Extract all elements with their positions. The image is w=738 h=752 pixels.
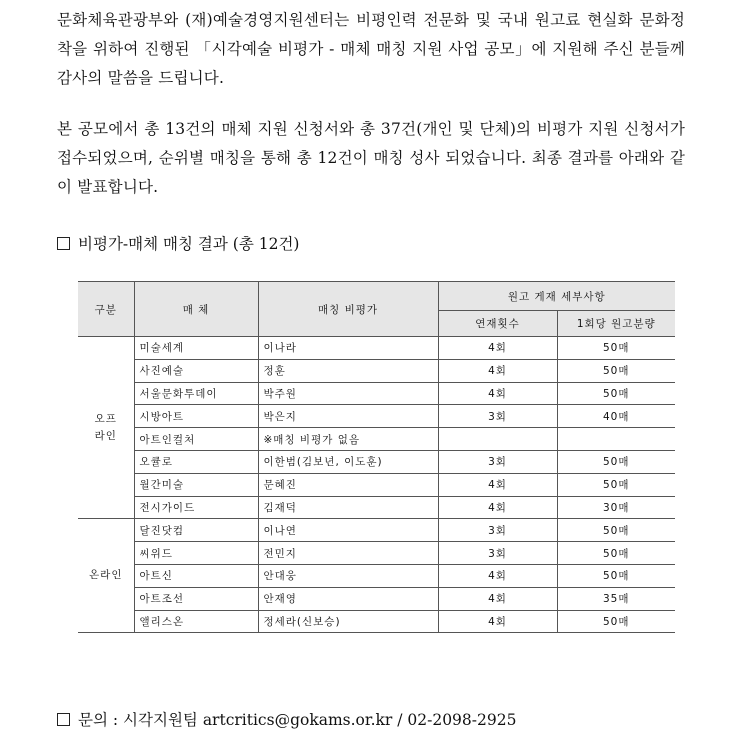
header-count: 연재횟수 (438, 311, 557, 337)
intro-paragraph-1: 문화체육관광부와 (재)예술경영지원센터는 비평인력 전문화 및 국내 원고료 현실화 문화정착을 위하여 진행된 「시각예술 비평가 - 매체 매칭 지원 사업 공모」에 지원해 주신 분들께 감사의 말씀을 드립니다. (57, 11, 685, 87)
header-volume: 1회당 원고분량 (557, 311, 675, 337)
count-cell: 4회 (438, 564, 557, 587)
contact-text: 문의 : 시각지원팀 artcritics@gokams.or.kr / 02-2098-2925 (78, 711, 517, 729)
media-cell: 월간미술 (134, 473, 258, 496)
table-row (78, 473, 675, 496)
critic-cell: 박주원 (258, 382, 438, 405)
header-details: 원고 게재 세부사항 (438, 282, 675, 311)
count-cell: 4회 (438, 337, 557, 360)
count-cell: 4회 (438, 496, 557, 519)
header-critic: 매칭 비평가 (258, 282, 438, 337)
section-title: 비평가-매체 매칭 결과 (총 12건) (78, 235, 300, 253)
count-cell: 3회 (438, 519, 557, 542)
volume-cell: 50매 (557, 610, 675, 633)
table-row (78, 542, 675, 565)
volume-cell: 35매 (557, 587, 675, 610)
count-cell: 4회 (438, 382, 557, 405)
count-cell: 4회 (438, 359, 557, 382)
volume-cell: 50매 (557, 337, 675, 360)
volume-cell: 50매 (557, 359, 675, 382)
count-cell (438, 428, 557, 451)
header-category: 구분 (78, 282, 134, 337)
media-cell: 시방아트 (134, 405, 258, 428)
volume-cell: 50매 (557, 519, 675, 542)
table-row (78, 519, 675, 542)
table-row (78, 359, 675, 382)
media-cell: 씨위드 (134, 542, 258, 565)
category-cell: 온라인 (78, 519, 134, 633)
critic-cell: 안대웅 (258, 564, 438, 587)
media-cell: 사진예술 (134, 359, 258, 382)
critic-cell: 문혜진 (258, 473, 438, 496)
critic-cell: 정훈 (258, 359, 438, 382)
table-row (78, 428, 675, 451)
table-row (78, 382, 675, 405)
count-cell: 4회 (438, 473, 557, 496)
media-cell: 오큘로 (134, 450, 258, 473)
count-cell: 4회 (438, 610, 557, 633)
critic-cell: 박은지 (258, 405, 438, 428)
matching-results-table (78, 281, 675, 633)
critic-cell: 이나라 (258, 337, 438, 360)
critic-cell: 정세라(신보승) (258, 610, 438, 633)
critic-cell: ※매칭 비평가 없음 (258, 428, 438, 451)
media-cell: 서울문화투데이 (134, 382, 258, 405)
media-cell: 아트신 (134, 564, 258, 587)
volume-cell: 30매 (557, 496, 675, 519)
count-cell: 3회 (438, 405, 557, 428)
media-cell: 아트조선 (134, 587, 258, 610)
volume-cell: 50매 (557, 564, 675, 587)
table-header-row (78, 282, 675, 311)
count-cell: 3회 (438, 542, 557, 565)
table-row (78, 496, 675, 519)
volume-cell: 50매 (557, 542, 675, 565)
volume-cell: 40매 (557, 405, 675, 428)
header-media: 매 체 (134, 282, 258, 337)
volume-cell: 50매 (557, 382, 675, 405)
table-row (78, 610, 675, 633)
section-heading (57, 232, 299, 256)
intro-paragraph-2: 본 공모에서 총 13건의 매체 지원 신청서와 총 37건(개인 및 단체)의 비평가 지원 신청서가 접수되었으며, 순위별 매칭을 통해 총 12건이 매칭 성사 되었습니다. 최종 결과를 아래와 같이 발표합니다. (57, 120, 685, 196)
table-row (78, 564, 675, 587)
media-cell: 아트인컬처 (134, 428, 258, 451)
table-row (78, 337, 675, 360)
critic-cell: 김재덕 (258, 496, 438, 519)
media-cell: 미술세계 (134, 337, 258, 360)
table-row (78, 587, 675, 610)
media-cell: 전시가이드 (134, 496, 258, 519)
table-row (78, 405, 675, 428)
volume-cell: 50매 (557, 473, 675, 496)
table-body (78, 337, 675, 633)
category-cell: 오프 라인 (78, 337, 134, 519)
count-cell: 4회 (438, 587, 557, 610)
critic-cell: 전민지 (258, 542, 438, 565)
table-row (78, 450, 675, 473)
volume-cell: 50매 (557, 450, 675, 473)
media-cell: 달진닷컴 (134, 519, 258, 542)
critic-cell: 이나연 (258, 519, 438, 542)
count-cell: 3회 (438, 450, 557, 473)
checkbox-square-icon (57, 237, 70, 250)
critic-cell: 안재영 (258, 587, 438, 610)
critic-cell: 이한범(김보년, 이도훈) (258, 450, 438, 473)
media-cell: 앨리스온 (134, 610, 258, 633)
volume-cell (557, 428, 675, 451)
checkbox-square-icon (57, 713, 70, 726)
contact-line (57, 708, 516, 732)
